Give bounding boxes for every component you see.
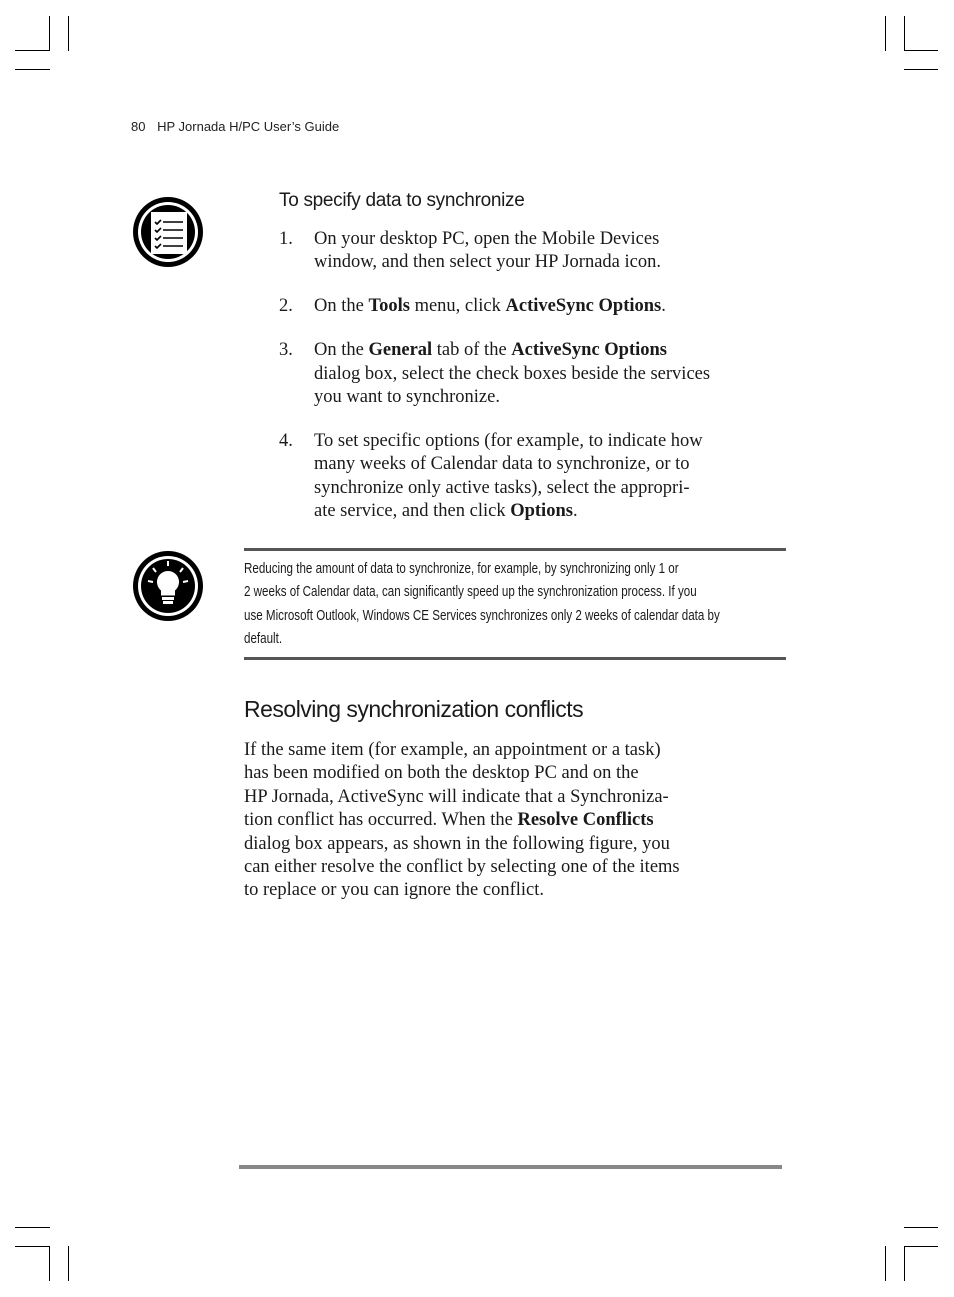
crop-mark [904, 1227, 938, 1228]
step-2 [279, 295, 789, 318]
lightbulb-icon [131, 549, 205, 623]
step-text-line: you want to synchronize. [314, 387, 500, 408]
crop-mark [15, 69, 50, 70]
step-number: 3. [279, 340, 293, 361]
step-number: 2. [279, 296, 293, 317]
running-head [131, 119, 339, 134]
command-activesync-options: ActiveSync Options [505, 296, 662, 317]
step-number: 1. [279, 229, 293, 249]
step-text-line [314, 295, 789, 318]
tip-line: use Microsoft Outlook, Windows CE Services synchronizes only 2 weeks of calendar data by [244, 607, 720, 624]
step-text: On the [314, 340, 369, 361]
checklist-icon [131, 195, 205, 269]
tip-bottom-rule [244, 657, 786, 660]
crop-mark [49, 1246, 50, 1281]
crop-mark [904, 50, 938, 51]
step-text-line: synchronize only active tasks), select the appropri- [314, 477, 690, 498]
procedure-title: To specify data to synchronize [279, 190, 525, 211]
paragraph-line: has been modified on both the desktop PC and on the [244, 763, 639, 784]
paragraph-line: to replace or you can ignore the conflict. [244, 880, 544, 901]
step-text: . [572, 501, 578, 522]
step-text-line: window, and then select your HP Jornada icon. [314, 252, 661, 273]
step-text: tab of the [432, 340, 512, 361]
step-text-line [314, 339, 789, 362]
step-text: menu, click [409, 296, 506, 317]
button-name-options: Options [510, 501, 573, 522]
step-text-line [314, 500, 789, 523]
crop-mark [15, 1227, 50, 1228]
crop-mark [904, 16, 905, 51]
tip-top-rule [244, 548, 786, 551]
step-text-line: To set specific options (for example, to indicate how [314, 430, 703, 451]
paragraph-line: If the same item (for example, an appointment or a task) [244, 740, 661, 760]
crop-mark [15, 1246, 50, 1247]
step-text: On the [314, 296, 369, 317]
footer-rule [239, 1165, 782, 1169]
crop-mark [15, 50, 50, 51]
paragraph-text: tion conflict has occurred. When the [244, 810, 518, 831]
page-number: 80 [131, 119, 146, 134]
dialog-name-resolve-conflicts: Resolve Conflicts [517, 810, 654, 831]
section-heading: Resolving synchronization conflicts [244, 696, 584, 722]
step-1 [279, 228, 789, 275]
crop-mark [68, 16, 69, 51]
menu-name-tools: Tools [368, 296, 410, 317]
step-text-line: many weeks of Calendar data to synchronize, or to [314, 454, 690, 475]
paragraph-line [244, 809, 784, 832]
section-paragraph [244, 739, 784, 903]
step-text: ate service, and then click [314, 501, 511, 522]
step-text-line: On your desktop PC, open the Mobile Devices [314, 229, 660, 249]
tip-line: default. [244, 631, 283, 648]
tab-name-general: General [368, 340, 433, 361]
paragraph-line: dialog box appears, as shown in the following figure, you [244, 833, 670, 854]
step-text: . [661, 296, 666, 317]
dialog-name-activesync-options: ActiveSync Options [511, 340, 668, 361]
book-title: HP Jornada H/PC User’s Guide [157, 119, 340, 134]
paragraph-line: HP Jornada, ActiveSync will indicate that a Synchroniza- [244, 786, 669, 807]
step-3 [279, 339, 789, 409]
crop-mark [904, 1246, 905, 1281]
crop-mark [49, 16, 50, 51]
tip-line: Reducing the amount of data to synchronize, for example, by synchronizing only 1 or [244, 561, 679, 577]
tip-line: 2 weeks of Calendar data, can significantly speed up the synchronization process. If you [244, 584, 697, 601]
step-text-line: dialog box, select the check boxes beside the services [314, 363, 711, 384]
step-4 [279, 430, 789, 524]
crop-mark [904, 1246, 938, 1247]
crop-mark [885, 1246, 886, 1281]
crop-mark [885, 16, 886, 51]
paragraph-line: can either resolve the conflict by selecting one of the items [244, 857, 680, 878]
procedure-steps [279, 228, 789, 544]
tip-text [244, 558, 788, 652]
crop-mark [904, 69, 938, 70]
step-number: 4. [279, 430, 293, 451]
crop-mark [68, 1246, 69, 1281]
